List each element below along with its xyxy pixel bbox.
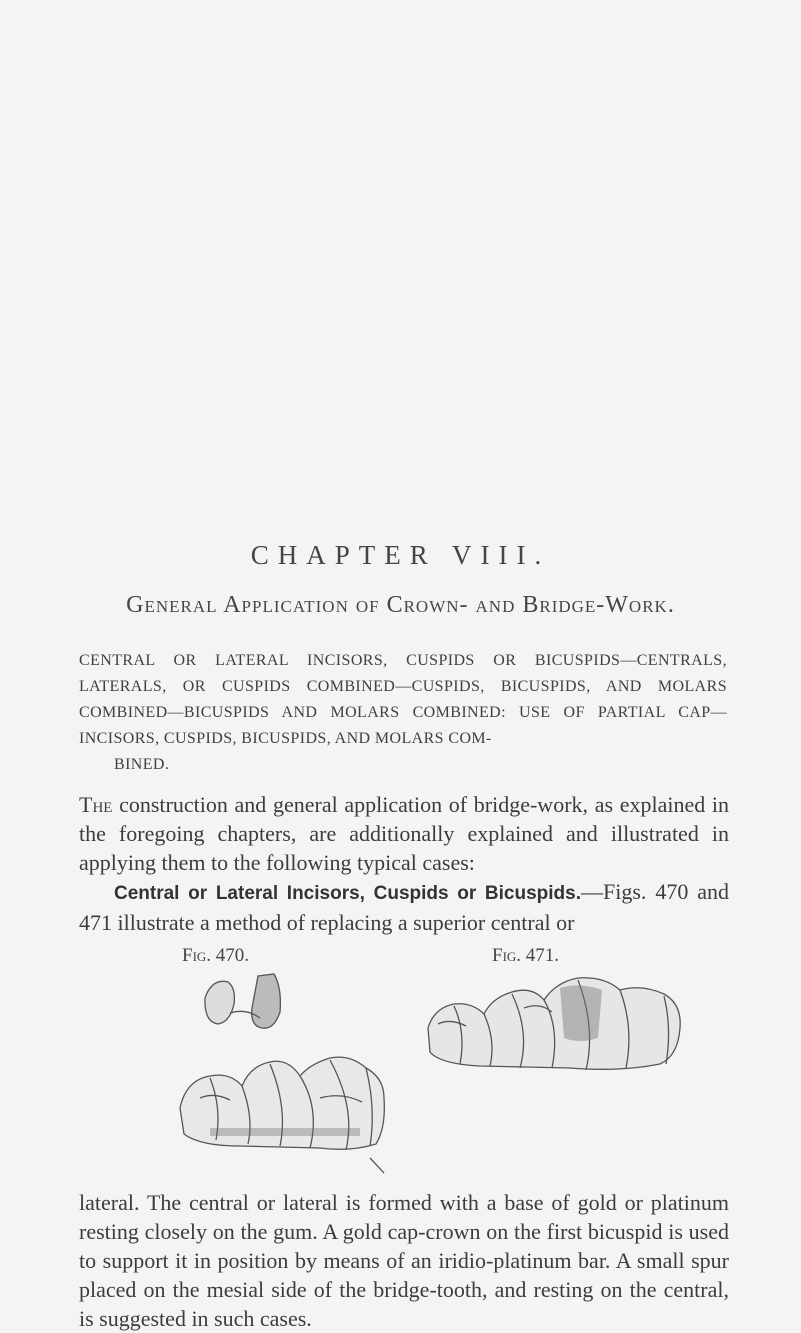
chapter-title: General Application of Crown- and Bridge-Work. — [126, 592, 675, 618]
intro-text: construction and general application of bridge-work, as explained in the foregoing chapters, are additionally explained and illustrated in applying them to the following typical cases: — [79, 792, 729, 875]
figure-471-illustration — [420, 968, 690, 1078]
body-paragraph: lateral. The central or lateral is formed with a base of gold or platinum resting closely on the gum. A gold cap-crown on the first bicuspid is used to support it in position by means of an iridio-platinum bar. A small spur placed on the mesial side of the bridge-tooth, and resting on the central, is suggested in such cases. — [79, 1190, 729, 1331]
section-lead-text: —Figs. 470 and 471 illustrate a method of replacing a superior central or — [79, 879, 729, 935]
section-heading: Central or Lateral Incisors, Cuspids or Bicuspids. — [114, 883, 582, 904]
synopsis-line-2: BINED. — [114, 756, 170, 773]
figure-471-caption: Fig. 471. — [492, 945, 560, 966]
chapter-synopsis — [79, 648, 727, 778]
figure-470-caption: Fig. 470. — [182, 945, 250, 966]
synopsis-line-1: CENTRAL OR LATERAL INCISORS, CUSPIDS OR BICUSPIDS—CENTRALS, LATERALS, OR CUSPIDS COMBINED—CUSPIDS, BICUSPIDS, AND MOLARS COMBINED—BICUSPIDS AND MOLARS COMBINED: USE OF PARTIAL CAP—INCISORS, CUSPIDS, BICUSPIDS, AND MOLARS COM- — [79, 652, 727, 747]
intro-paragraph — [79, 790, 729, 937]
figure-470-illustration — [170, 968, 402, 1183]
chapter-heading: CHAPTER VIII. — [250, 540, 551, 570]
intro-lead-word: The — [79, 792, 113, 817]
